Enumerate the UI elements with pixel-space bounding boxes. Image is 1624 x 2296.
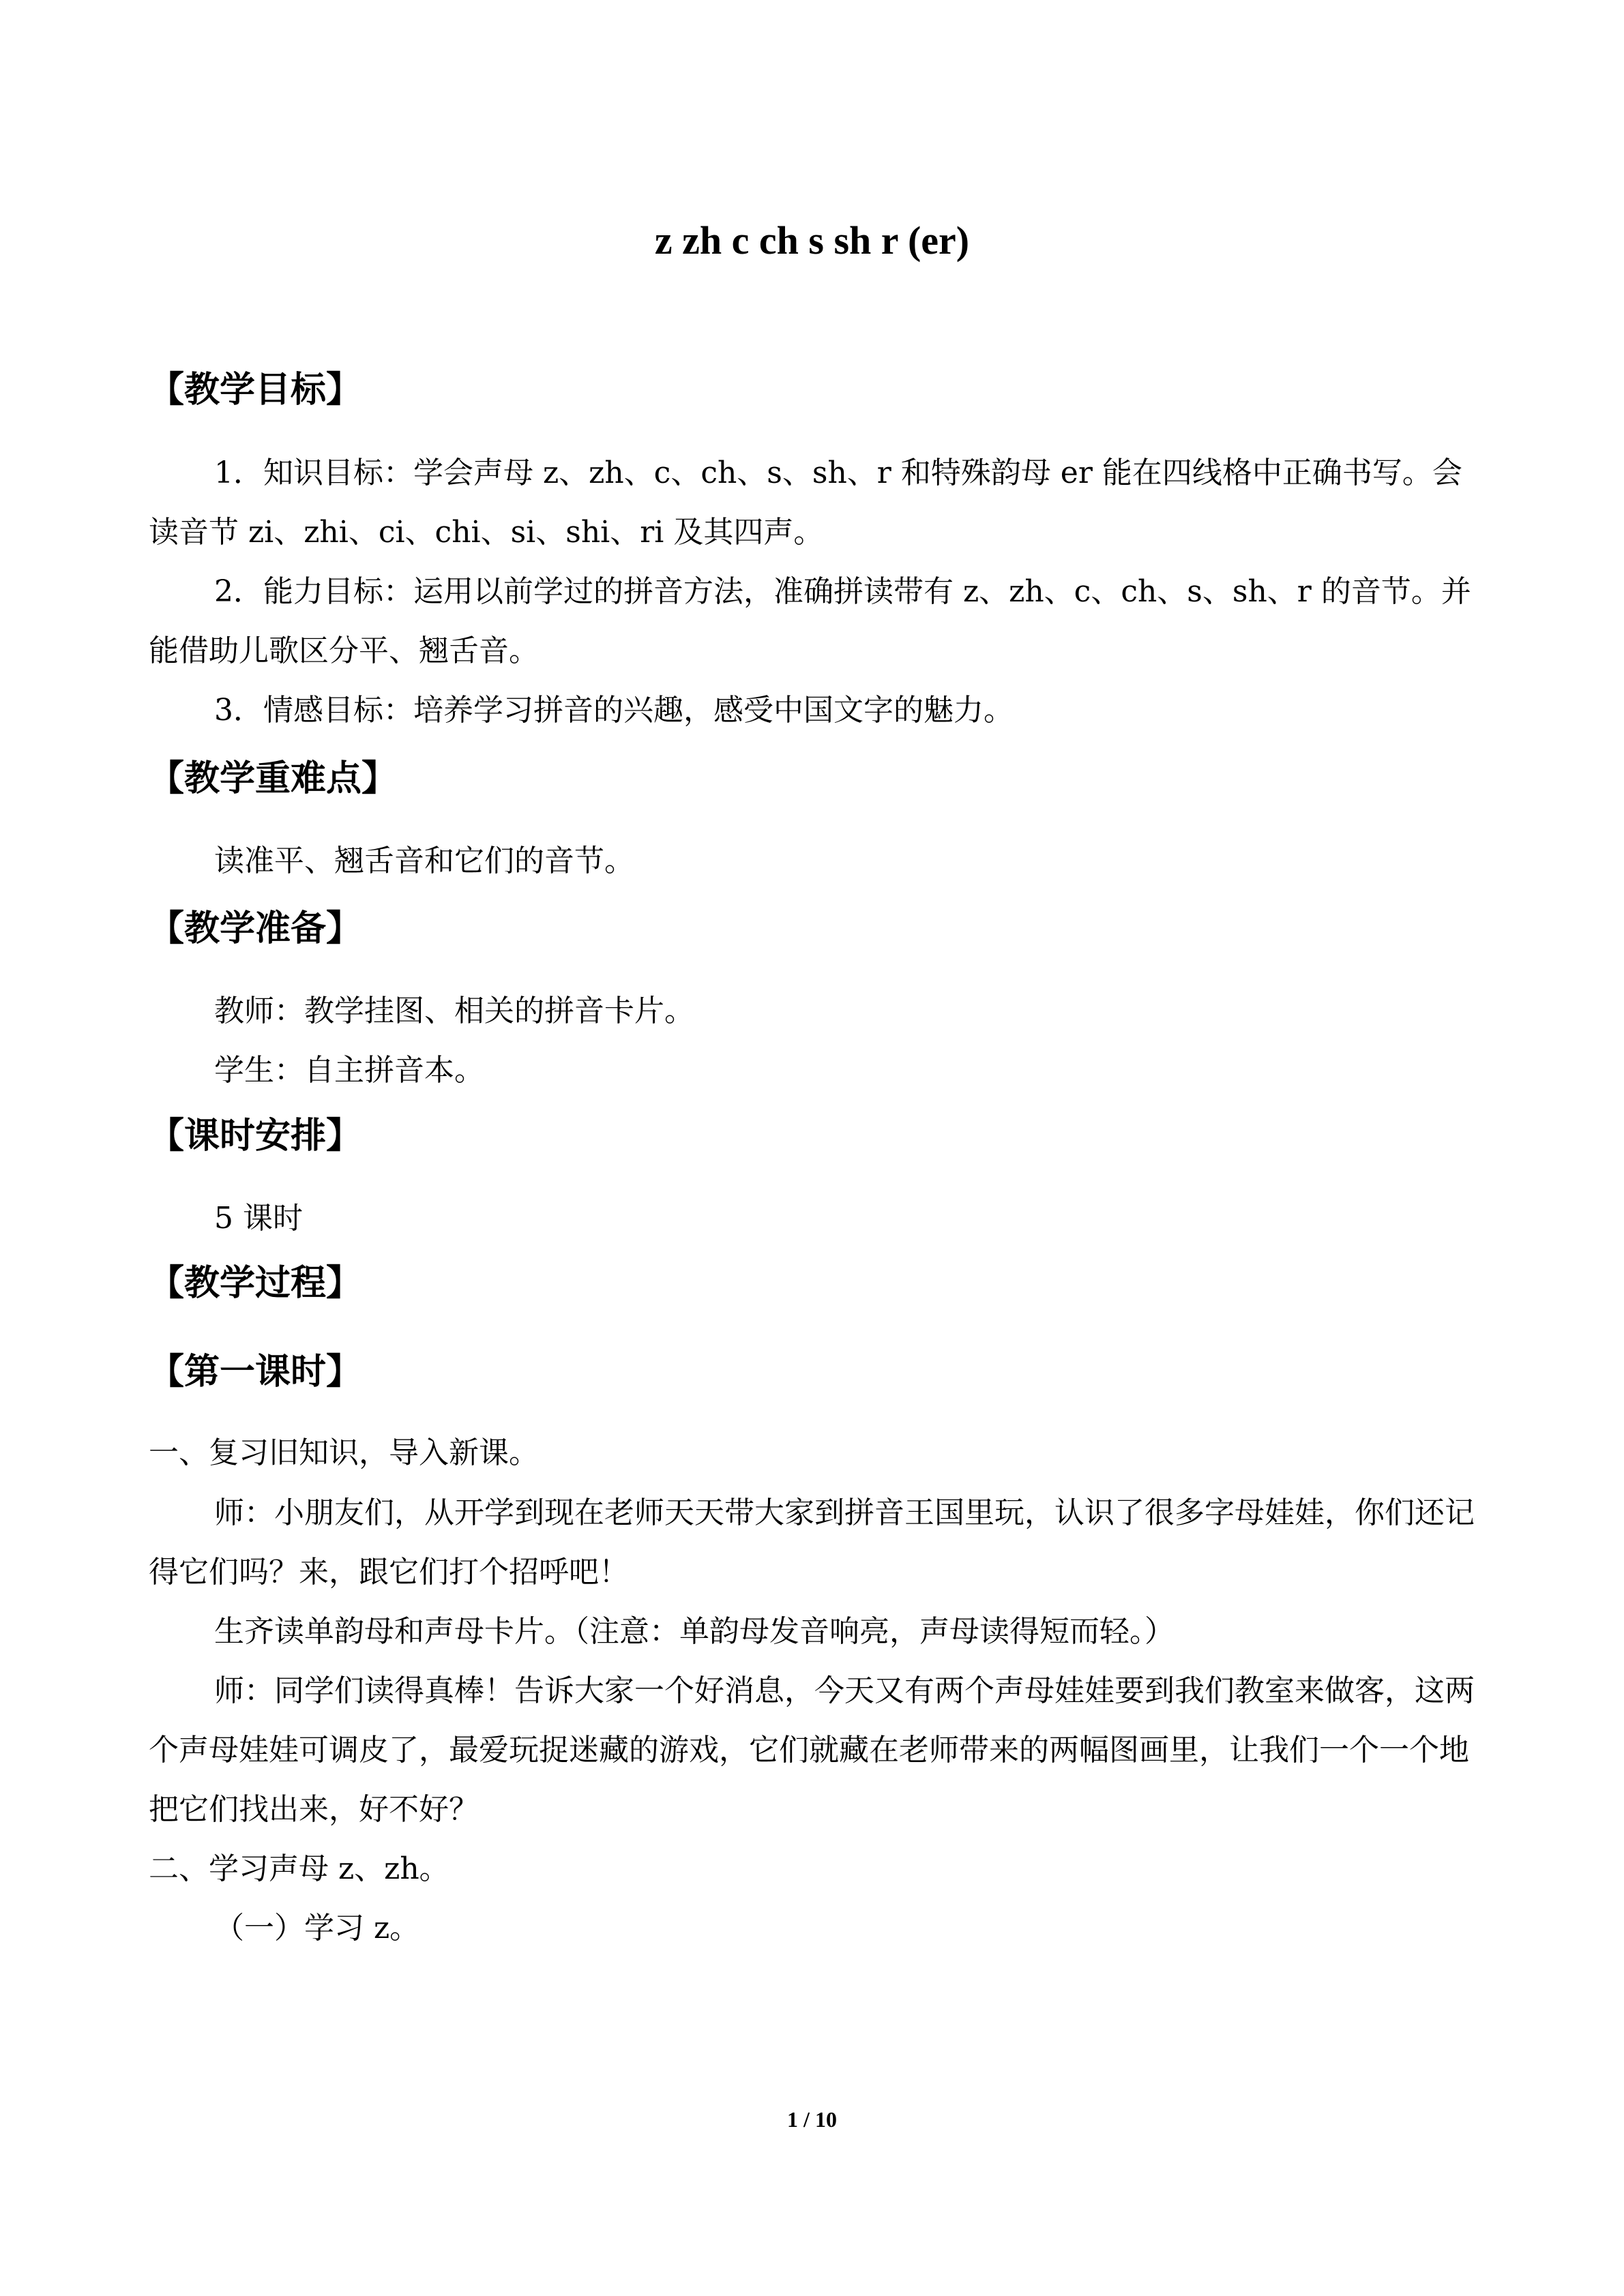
heading-schedule: 【课时安排】 [149,1116,362,1157]
heading-lesson-1: 【第一课时】 [149,1352,362,1392]
lesson1-paragraph-3: 师：同学们读得真棒！告诉大家一个好消息，今天又有两个声母娃娃要到我们教室来做客，这两个声母娃娃可调皮了，最爱玩捉迷藏的游戏，它们就藏在老师带来的两幅图画里，让我们一个一个地把它们找出来，好不好？ [149,1673,1475,1827]
lesson1-step-2: 二、学习声母 z、zh。 [149,1851,449,1886]
objective-item-2: 2．能力目标：运用以前学过的拼音方法，准确拼读带有 z、zh、c、ch、s、sh、r 的音节。并能借助儿歌区分平、翘舌音。 [149,574,1471,668]
lesson1-step-2a: （一）学习 z。 [214,1911,420,1945]
objective-item-3: 3．情感目标：培养学习拼音的兴趣，感受中国文字的魅力。 [214,693,1014,728]
lesson1-paragraph-1: 师：小朋友们，从开学到现在老师天天带大家到拼音王国里玩，认识了很多字母娃娃，你们还记得它们吗？来，跟它们打个招呼吧！ [149,1495,1475,1590]
heading-objectives: 【教学目标】 [149,370,362,411]
schedule-text: 5 课时 [214,1201,303,1236]
page-number: 1 / 10 [787,2107,837,2132]
document-title: z zh c ch s sh r (er) [654,218,970,263]
objective-item-1: 1．知识目标：学会声母 z、zh、c、ch、s、sh、r 和特殊韵母 er 能在四线格中正确书写。会读音节 zi、zhi、ci、chi、si、shi、ri 及其四声。 [149,456,1462,550]
lesson1-step-1: 一、复习旧知识，导入新课。 [149,1435,539,1470]
heading-preparation: 【教学准备】 [149,908,362,949]
key-points-text: 读准平、翘舌音和它们的音节。 [214,844,634,878]
heading-key-points: 【教学重难点】 [149,758,398,799]
preparation-student: 学生：自主拼音本。 [214,1053,484,1088]
preparation-teacher: 教师：教学挂图、相关的拼音卡片。 [214,994,694,1028]
lesson1-paragraph-2: 生齐读单韵母和声母卡片。（注意：单韵母发音响亮，声母读得短而轻。） [214,1614,1175,1649]
heading-process: 【教学过程】 [149,1263,362,1304]
